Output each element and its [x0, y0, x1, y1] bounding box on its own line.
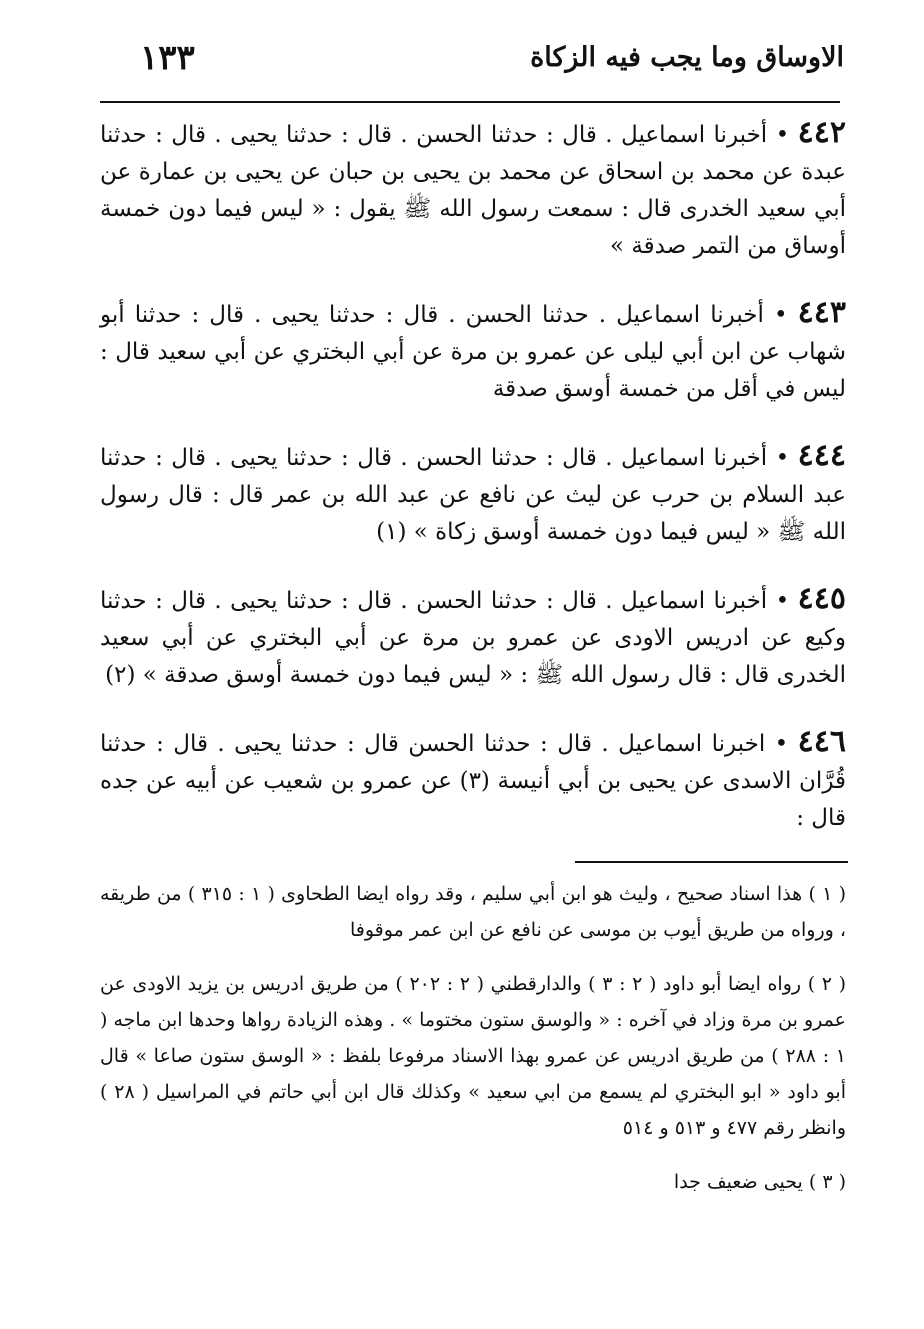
page-header — [100, 38, 844, 88]
hadith-text: • اخبرنا اسماعيل . قال : حدثنا الحسن قال : حدثنا يحيى . قال : حدثنا قُرَّان الاسدى عن يحيى بن أبي أنيسة (٣) عن عمرو بن شعيب عن أبيه عن جده قال : — [100, 731, 847, 831]
hadith-text: • أخبرنا اسماعيل . قال : حدثنا الحسن . قال : حدثنا يحيى . قال : حدثنا عبد السلام بن حرب عن ليث عن نافع عن عبد الله بن عمر قال : قال رسول الله ﷺ « ليس فيما دون خمسة أوسق زكاة » (١) — [100, 445, 846, 545]
footnote-marker: ( ٣ ) — [808, 1171, 846, 1193]
footnote-text: يحيى ضعيف جدا — [673, 1171, 803, 1193]
hadith-number: ٤٤٥ — [797, 581, 846, 616]
hadith-number: ٤٤٤ — [797, 438, 846, 473]
footnote-marker: ( ١ ) — [808, 883, 847, 905]
hadith-list — [100, 114, 846, 866]
hadith-444 — [100, 437, 846, 551]
footnotes — [100, 876, 846, 1218]
footnote-rule — [575, 861, 848, 863]
header-rule — [100, 101, 840, 103]
footnote-text: هذا اسناد صحيح ، وليث هو ابن أبي سليم ، وقد رواه ايضا الطحاوى ( ١ : ٣١٥ ) من طريقه ، ورواه من طريق أيوب بن موسى عن نافع عن ابن عمر موقوفا — [100, 883, 846, 941]
hadith-442 — [100, 114, 846, 265]
footnote-text: رواه ايضا أبو داود ( ٢ : ٣ ) والدارقطني ( ٢ : ٢٠٢ ) من طريق ادريس بن يزيد الاودى عن عمرو بن مرة وزاد في آخره : « والوسق ستون مختوما » . وهذه الزيادة رواها وحدها ابن ماجه ( ١ : ٢٨٨ ) من طريق ادريس عن عمرو بهذا الاسناد مرفوعا بلفظ : « الوسق ستون صاعا » قال أبو داود « ابو البختري لم يسمع من ابي سعيد » وكذلك قال ابن أبي حاتم في المراسيل ( ٢٨ ) وانظر رقم ٤٧٧ و ٥١٣ و ٥١٤ — [100, 973, 846, 1139]
footnote-3 — [100, 1164, 846, 1200]
footnote-marker: ( ٢ ) — [807, 973, 847, 995]
hadith-number: ٤٤٦ — [797, 724, 846, 759]
page-number: ١٣٣ — [140, 38, 195, 78]
hadith-number: ٤٤٣ — [797, 295, 847, 330]
hadith-text: • أخبرنا اسماعيل . قال : حدثنا الحسن . قال : حدثنا يحيى . قال : حدثنا عبدة عن محمد بن اسحاق عن محمد بن يحيى بن حبان عن يحيى بن عمارة عن أبي سعيد الخدرى قال : سمعت رسول الله ﷺ يقول : « ليس فيما دون خمسة أوساق من التمر صدقة » — [100, 122, 846, 259]
hadith-445 — [100, 580, 846, 694]
hadith-446 — [100, 723, 846, 837]
hadith-443 — [100, 294, 846, 408]
hadith-text: • أخبرنا اسماعيل . حدثنا الحسن . قال : حدثنا يحيى . قال : حدثنا أبو شهاب عن ابن أبي ليلى عن عمرو بن مرة عن أبي البختري عن أبي سعيد قال : ليس في أقل من خمسة أوسق صدقة — [100, 302, 846, 402]
hadith-number: ٤٤٢ — [797, 115, 846, 150]
footnote-2 — [100, 966, 846, 1146]
footnote-1 — [100, 876, 846, 948]
hadith-text: • أخبرنا اسماعيل . قال : حدثنا الحسن . قال : حدثنا يحيى . قال : حدثنا وكيع عن ادريس الاودى عن عمرو بن مرة عن أبي البختري عن أبي سعيد الخدرى قال : قال رسول الله ﷺ : « ليس فيما دون خمسة أوسق صدقة » (٢) — [100, 588, 846, 688]
running-title: الاوساق وما يجب فيه الزكاة — [530, 42, 844, 73]
